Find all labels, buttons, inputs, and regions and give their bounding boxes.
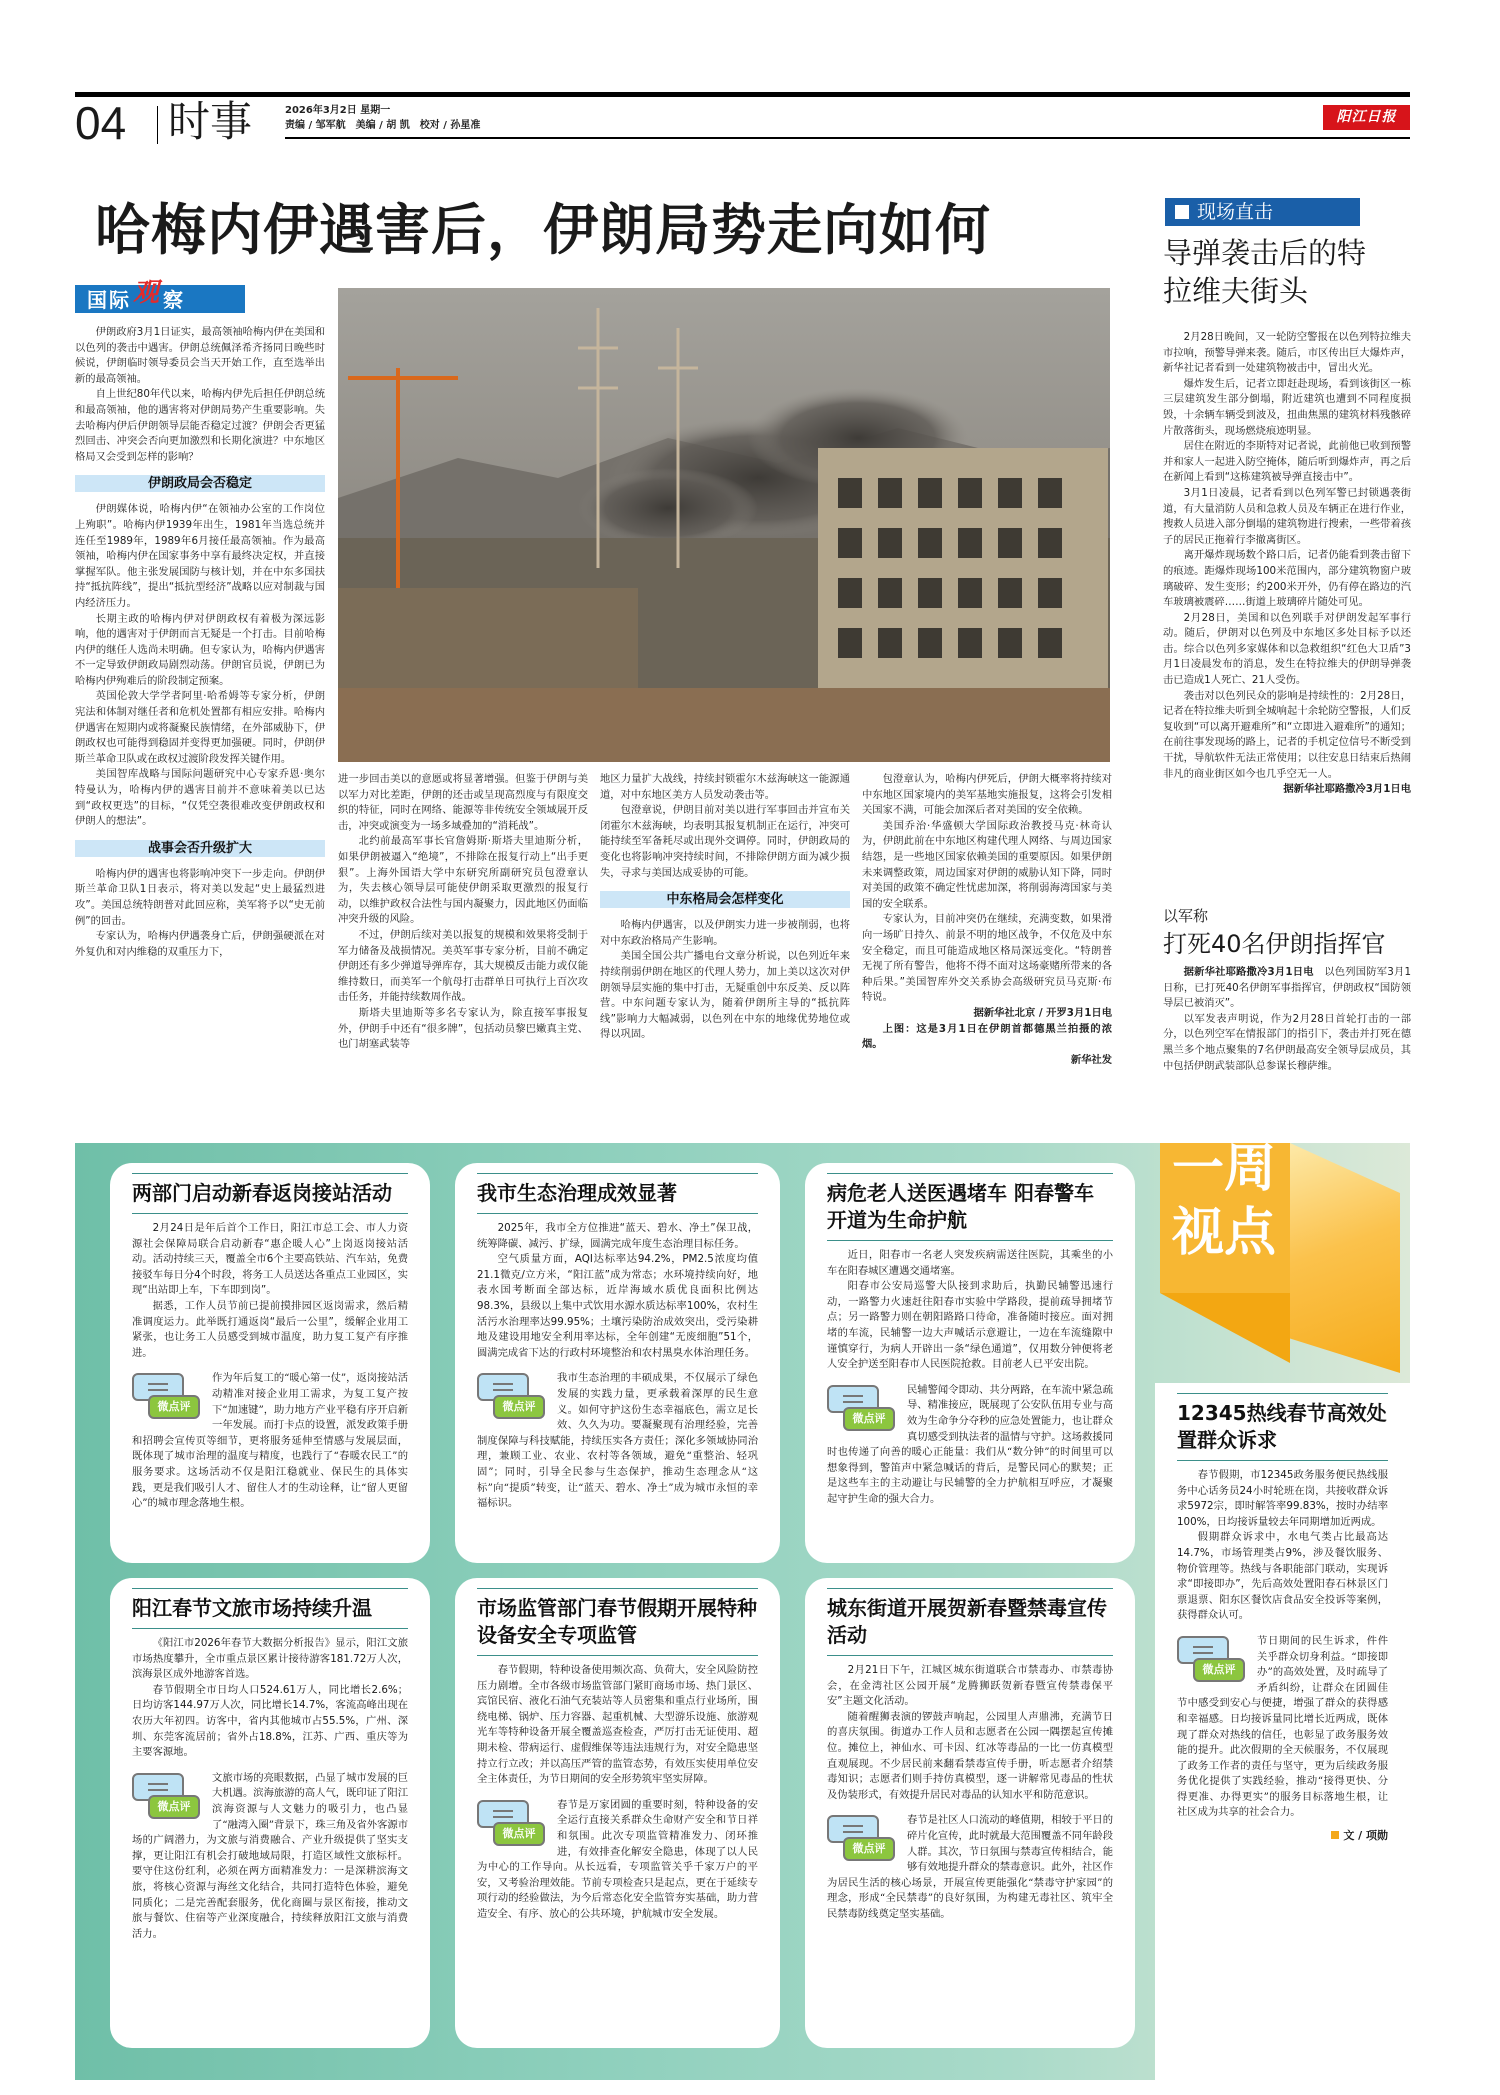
paragraph: 斯塔夫里迪斯等多名专家认为，除直接军事报复外，伊朗手中还有“很多牌”，包括动员黎巴嫩真主党、也门胡塞武装等 [338,1006,588,1051]
comment-text: 节日期间的民生诉求，件件关乎群众切身利益。“即接即办”的高效处置，及时疏导了矛盾纠纷，让群众在团圆佳节中感受到安心与便捷，增强了群众的获得感和幸福感。日均接诉量同比增长近两成，既体现了群众对热线的信任，也彰显了政务服务效能的提升。此次假期的全天候服务，不仅展现了政务工作者的责任与坚守，更为后续政务服务优化提供了实践经验，推动“接得更快、分得更准、办得更实”的服务目标落地生根，让社区成为共享的社会合力。 [1177,1634,1388,1819]
paragraph: 北约前最高军事长官詹姆斯·斯塔夫里迪斯分析，如果伊朗被逼入“绝境”，不排除在报复行动上“出手更狠”。上海外国语大学中东研究所副研究员包澄章认为，失去核心领导层可能使伊朗采取更激烈的报复行动，以维护政权合法性与国内凝聚力，因此地区仍面临冲突升级的风险。 [338,835,588,926]
paragraph: 近日，阳春市一名老人突发疾病需送往医院，其乘坐的小车在阳春城区遭遇交通堵塞。 [827,1249,1113,1277]
column-tag-international-observation [75,278,245,313]
paragraph: 2月28日晚间，又一轮防空警报在以色列特拉维夫市拉响，预警导弹来袭。随后，市区传出巨大爆炸声，新华社记者看到一处建筑物被击中，冒出火光。 [1163,331,1411,375]
card-title: 12345热线春节高效处置群众诉求 [1177,1393,1388,1461]
side-brief-header [1163,905,1386,961]
side-brief-dateline: 据新华社耶路撒冷3月1日电 [1183,966,1314,978]
comment-text: 春节是万家团圆的重要时刻，特种设备的安全运行直接关系群众生命财产安全和节日祥和氛围。此次专项监管精准发力、闭环推进，有效排查化解安全隐患，体现了以人民为中心的工作导向。从长远看，专项监管关乎千家万户的平安，又考验治理效能。节前专项检查只是起点，更在于延续专项行动的经验做法，为今后常态化安全监管夯实基础，助力营造安全、有序、放心的公共环境，护航城市安全发展。 [477,1798,758,1920]
comment-badge-icon: 微点评 [827,1813,897,1871]
page-number: 04 [75,97,127,149]
paragraph: 伊朗政府3月1日证实，最高领袖哈梅内伊在美国和以色列的袭击中遇害。伊朗总统佩泽希齐扬同日晚些时候说，伊朗临时领导委员会当天开始工作，直至选举出新的最高领袖。 [75,326,325,385]
subhead-middle-east: 中东格局会怎样变化 [600,891,850,908]
masthead-meta [285,103,480,133]
weekly-viewpoint-section [75,1139,1410,2080]
paragraph: 随着醒狮表演的锣鼓声响起，公园里人声鼎沸，充满节日的喜庆氛围。街道办工作人员和志愿者在公园一隅摆起宣传摊位。摊位上，神仙水、可卡因、红冰等毒品的一比一仿真模型直观展现。不少居民前来翻看禁毒宣传手册，听志愿者介绍禁毒知识；志愿者们则手持仿真模型，逐一讲解常见毒品的性状及伪装形式，有效提升居民对毒品的认知水平和防范意识。 [827,1710,1113,1801]
micro-comment [1177,1634,1388,1821]
news-card [455,1578,780,2048]
photo-caption: 上图：这是3月1日在伊朗首都德黑兰拍摄的浓烟。 [862,1022,1112,1051]
paragraph: 袭击对以色列民众的影响是持续性的：2月28日，记者在特拉维夫听到全城响起十余轮防空警报，人们反复收到“可以离开避难所”和“立即进入避难所”的通知；在前往事发现场的路上，记者的手机定位信号不断受到干扰，导航软件无法正常使用；以往安息日结束后热闹非凡的商业街区如今也几乎空无一人。 [1163,689,1411,780]
paragraph: 以军发表声明说，作为2月28日首轮打击的一部分，以色列空军在情报部门的指引下，袭击并打死在德黑兰多个地点聚集的7名伊朗最高安全领导层成员，其中包括伊朗武装部队总参谋长穆萨维。 [1163,1012,1411,1072]
paragraph: 哈梅内伊的遇害也将影响冲突下一步走向。伊朗伊斯兰革命卫队1日表示，将对美以发起“史上最猛烈进攻”。美国总统特朗普对此回应称，美军将予以“史无前例”的回击。 [75,867,325,927]
micro-comment [827,1383,1113,1508]
lead-photo-tehran-smoke [338,288,1110,762]
news-card [110,1578,430,2048]
issue-date: 2026年3月2日 星期一 [285,105,391,116]
paragraph: 2025年，我市全方位推进“蓝天、碧水、净土”保卫战，统筹降碳、减污、扩绿，圆满完成年度生态治理目标任务。 [477,1222,758,1250]
paragraph: 英国伦敦大学学者阿里·哈希姆等专家分析，伊朗宪法和体制对继任者和危机处置都有相应安排。哈梅内伊遇害在短期内或将凝聚民族情绪，在外部威胁下，伊朗政权也可能得到稳固并变得更加强硬。同时，伊朗伊斯兰革命卫队或在政权过渡阶段发挥关键作用。 [75,690,325,765]
paragraph: 自上世纪80年代以来，哈梅内伊先后担任伊朗总统和最高领袖，他的遇害将对伊朗局势产生重要影响。失去哈梅内伊后伊朗领导层能否稳定过渡？伊朗会否更猛烈回击、冲突会否向更加激烈和长期化演进？中东地区格局又会受到怎样的影响？ [75,388,325,463]
paragraph: 居住在附近的李斯特对记者说，此前他已收到预警并和家人一起进入防空掩体，随后听到爆炸声，再之后在新闻上看到“这栋建筑被导弹直接击中”。 [1163,440,1411,484]
lead-column-1 [75,325,325,960]
paragraph: 假期群众诉求中，水电气类占比最高达14.7%，市场管理类占9%，涉及餐饮服务、物价管理等。热线与各职能部门联动，实现诉求“即接即办”，先后高效处置阳春石林景区门票退票、阳东区餐饮店食品安全投诉等案例，获得群众认可。 [1177,1531,1388,1622]
side-brief-headline: 打死40名伊朗指挥官 [1163,930,1386,958]
tag-part-2: 观 [133,278,162,308]
paragraph: 春节假期，市12345政务服务便民热线服务中心话务员24小时轮班在岗，共接收群众诉求5972宗，即时解答率99.83%，按时办结率100%，日均接诉量较去年同期增加近两成。 [1177,1469,1388,1528]
comment-text: 我市生态治理的丰硕成果，不仅展示了绿色发展的实践力量，更承载着深厚的民生意义。如何守护这份生态幸福底色，需立足长效、久久为功。要凝聚现有治理经验，完善制度保障与科技赋能，持续压实各方责任；深化多领域协同治理，兼顾工业、农业、农村等各领域，避免“重整治、轻巩固”；同时，引导全民参与生态保护，推动生态理念从“这标”向“提质”转变，让“蓝天、碧水、净土”成为城市永恒的幸福标识。 [477,1372,758,1510]
masthead-rule [75,92,1410,97]
paragraph: 长期主政的哈梅内伊对伊朗政权有着极为深远影响，他的遇害对于伊朗而言无疑是一个打击。目前哈梅内伊的继任人选尚未明确。但专家认为，哈梅内伊遇害不一定导致伊朗政局剧烈动荡。伊朗官员说，伊朗已为哈梅内伊殉难后的阶段制定预案。 [75,612,325,687]
paragraph: 包澄章认为，哈梅内伊死后，伊朗大概率将持续对中东地区国家境内的美军基地实施报复，这将会引发相关国家不满，可能会加深后者对美国的安全依赖。 [862,773,1112,817]
subhead-iran-stability: 伊朗政局会否稳定 [75,475,325,492]
news-card [805,1578,1135,2048]
comment-badge-icon: 微点评 [827,1383,897,1441]
paragraph: 春节假期，特种设备使用频次高、负荷大，安全风险防控压力剧增。全市各级市场监管部门紧盯商场市场、热门景区、宾馆民宿、液化石油气充装站等人员密集和重点行业场所，围绕电梯、锅炉、压力容器、起重机械、大型游乐设施、旅游观光车等特种设备开展全覆盖巡查检查，严厉打击无证使用、超期未检、带病运行、虚假维保等违法违规行为，对安全隐患坚持立行立改；并以高压严管的监管态势，有效压实使用单位安全主体责任，为节日期间的安全形势筑牢坚实屏障。 [477,1664,758,1786]
weekly-banner [1160,1139,1405,1393]
paragraph: 爆炸发生后，记者立即赶赴现场，看到该街区一栋三层建筑发生部分倒塌，附近建筑也遭到不同程度损毁，十余辆车辆受到波及，扭曲焦黑的建筑材料残骸碎片散落街头，现场燃烧痕迹明显。 [1163,377,1411,437]
tag-part-1: 国际 [87,288,131,312]
paragraph: 专家认为，目前冲突仍在继续，充满变数，如果滑向一场旷日持久、前景不明的地区战争，不仅危及中东安全稳定，而且可能造成地区格局深远变化。“特朗普无视了所有警告，他将不得不面对这场豪赌所带来的各种后果。”美国智库外交关系协会高级研究员马克斯·布特说。 [862,913,1112,1004]
paragraph: 美国智库战略与国际问题研究中心专家乔恩·奥尔特曼认为，哈梅内伊的遇害目前并不意味着美以已达到“政权更迭”的目标，“仅凭空袭很难改变伊朗政权和伊朗人的想法”。 [75,768,325,828]
paragraph: 《阳江市2026年春节大数据分析报告》显示，阳江文旅市场热度攀升，全市重点景区累计接待游客181.72万人次，滨海景区成外地游客首选。 [132,1637,408,1681]
live-report-dateline: 据新华社耶路撒冷3月1日电 [1283,783,1411,796]
paragraph: 空气质量方面，AQI达标率达94.2%，PM2.5浓度均值21.1微克/立方米，“阳江蓝”成为常态；水环境持续向好，地表水国考断面全部达标，近岸海域水质优良面积比例达98.3%，县级以上集中式饮用水源水质达标率100%，农村生活污水治理率达99.95%；土壤污染防治成效突出，受污染耕地及建设用地安全利用率达标，全年创建“无废细胞”51个，圆满完成省下达的行政村环境整治和农村黑臭水体治理任务。 [477,1253,758,1359]
paragraph: 3月1日凌晨，记者看到以色列军警已封锁遇袭街道，有大量消防人员和急救人员及车辆正在进行作业，搜救人员进入部分倒塌的建筑物进行搜索，一些带着孩子的居民正拖着行李撤离街区。 [1163,486,1411,546]
photo-illustration [338,288,1110,762]
paragraph: 专家认为，哈梅内伊遇袭身亡后，伊朗强硬派在对外复仇和对内维稳的双重压力下， [75,930,325,958]
paragraph: 阳春市公安局巡警大队接到求助后，执勤民辅警迅速行动，一路警力火速赶往阳春市实验中学路段，提前疏导拥堵节点；另一路警力则在朝阳路路口待命，准备随时接应。面对拥堵的车流，民辅警一边大声喊话示意避让，一边在车流缝隙中谨慎穿行，为病人开辟出一条“绿色通道”，仅用数分钟便将老人安全护送至阳春市人民医院抢救。目前老人已平安出院。 [827,1280,1113,1371]
paragraph: 离开爆炸现场数个路口后，记者仍能看到袭击留下的痕迹。距爆炸现场100米范围内，部分建筑物窗户玻璃破碎、发生变形；约200米开外，仍有停在路边的汽车玻璃被震碎……街道上玻璃碎片随处可见。 [1163,549,1411,609]
banner-line-2: 视点 [1172,1203,1277,1263]
lead-column-4 [862,772,1112,1068]
micro-comment [477,1798,758,1923]
card-title: 阳江春节文旅市场持续升温 [132,1588,408,1629]
card-title: 病危老人送医遇堵车 阳春警车开道为生命护航 [827,1173,1113,1241]
news-card [455,1163,780,1563]
card-title: 城东街道开展贺新春暨禁毒宣传活动 [827,1588,1113,1656]
live-report-tag-label: 现场直击 [1197,201,1274,223]
comment-text: 民辅警闻令即动、共分两路，在车流中紧急疏导、精准接应，既展现了公安队伍用专业与高效为生命争分夺秒的应急处置能力，也让群众真切感受到执法者的温情与守护。这场救援同时也传递了向善的暖心正能量：我们从“数分钟”的时间里可以想象得到，警笛声中紧急喊话的背后，是警民同心的默契；正是这些车主的主动避让与民辅警的全力护航相互呼应，才凝聚起守护生命的强大合力。 [827,1383,1113,1505]
live-report-tag [1165,198,1360,226]
paragraph: 美国全国公共广播电台文章分析说，以色列近年来持续削弱伊朗在地区的代理人势力，加上美以这次对伊朗领导层实施的集中打击，无疑重创中东反美、反以阵营。中东问题专家认为，随着伊朗所主导的“抵抗阵线”影响力大幅减弱，以色列在中东的地缘优势地位或得以巩固。 [600,950,850,1041]
paragraph: 据悉，工作人员节前已提前摸排园区返岗需求，然后精准调度运力。此举既打通返岗“最后一公里”，缓解企业用工紧张，也让务工人员感受到城市温度，助力复工复产有序推进。 [132,1299,408,1359]
comment-badge-icon: 微点评 [132,1371,202,1429]
masthead-underline [285,137,1410,139]
paragraph: 2月24日是年后首个工作日，阳江市总工会、市人力资源社会保障局联合启动新春“惠企暖人心”上岗返岗接站活动。活动持续三天，覆盖全市6个主要高铁站、汽车站，免费接驳车每日分4个时段，将务工人员送达各重点工业园区，实现“出站即上车，下车即到岗”。 [132,1222,408,1297]
side-brief-kicker: 以军称 [1163,907,1209,925]
lead-column-3 [600,772,850,1043]
comment-text: 春节是社区人口流动的峰值期，相较于平日的碎片化宣传，此时就最大范围覆盖不同年龄段人群。其次，节日氛围与禁毒宣传相结合，能够有效地提升群众的禁毒意识。此外，社区作为居民生活的核心场景，开展宣传更能强化“禁毒守护家园”的理念，形成“全民禁毒”的良好氛围，为构建无毒社区、筑牢全民禁毒防线奠定坚实基础。 [827,1814,1113,1920]
square-icon [1331,1831,1339,1839]
comment-badge-icon: 微点评 [477,1371,547,1429]
news-card [110,1163,430,1563]
paper-logo: 阳江日报 [1323,105,1410,130]
news-card [1155,1383,1410,2080]
side-brief-lead: 以色列国防军3月1日称，已打死40名伊朗军事指挥官，伊朗政权“国防领导层已被消灭”。 [1163,966,1411,1010]
signature-text: 文 / 项勋 [1343,1829,1388,1843]
paragraph: 包澄章说，伊朗目前对美以进行军事回击并宣布关闭霍尔木兹海峡，均表明其报复机制正在运行，冲突可能持续至军备耗尽或出现外交调停。同时，伊朗政局的变化也将影响冲突持续时间，不排除伊朗方面为减少损失，寻求与美国达成妥协的可能。 [600,804,850,879]
card-title: 两部门启动新春返岗接站活动 [132,1173,408,1214]
lead-headline: 哈梅内伊遇害后，伊朗局势走向如何 [95,197,992,262]
paragraph: 地区力量扩大战线，持续封锁霍尔木兹海峡这一能源通道，对中东地区美方人员发动袭击等。 [600,773,850,801]
comment-text: 作为年后复工的“暖心第一仗”，返岗接站活动精准对接企业用工需求，为复工复产按下“加速键”，助力地方产业平稳有序开启新一年发展。而打卡点的设置，派发政策手册和招聘会宣传页等细节，更将服务延伸至情感与发展层面，既体现了城市治理的温度与精度，也践行了“春暖农民工”的服务要求。这场活动不仅是阳江稳就业、保民生的具体实践，更是我们吸引人才、留住人才的生动诠释，让“留人更留心”的城市理念落地生根。 [132,1372,408,1510]
micro-comment [132,1771,408,1943]
paragraph: 2月28日，美国和以色列联手对伊朗发起军事行动。随后，伊朗对以色列及中东地区多处目标予以还击。综合以色列多家媒体和以急救组织“红色大卫盾”3月1日凌晨发布的消息，发生在特拉维夫的伊朗导弹袭击已造成1人死亡、21人受伤。 [1163,611,1411,687]
comment-text: 文旅市场的亮眼数据，凸显了城市发展的巨大机遇。滨海旅游的高人气，既印证了阳江滨海资源与人文魅力的吸引力，也凸显了“融湾入圈”背景下，珠三角及省外客源市场的广阔潜力，为文旅与消费融合、产业升级提供了坚实支撑，更让阳江有机会打破地域局限，打造区域性文旅标杆。要守住这份红利，必须在两方面精准发力：一是深耕滨海文旅，将核心资源与海丝文化结合，共同打造特色体验，避免同质化；二是完善配套服务，优化商圈与景区衔接，推动文旅与餐饮、住宿等产业深度融合，持续释放阳江文旅与消费活力。 [132,1771,408,1940]
paragraph: 不过，伊朗后续对美以报复的规模和效果将受制于军力储备及战损情况。美英军事专家分析，目前不确定伊朗还有多少弹道导弹库存，其大规模反击能力或仅能维持数日，而美军一个航母打击群单日可执行上百次攻击任务，并能持续数周作战。 [338,928,588,1004]
banner-line-1: 一周 [1172,1139,1277,1199]
lead-dateline: 据新华社北京 / 开罗3月1日电 [973,1006,1112,1019]
photo-credit: 新华社发 [1070,1053,1112,1066]
paragraph: 美国乔治·华盛顿大学国际政治教授马克·林奇认为，伊朗此前在中东地区构建代理人网络、与周边国家结怨，是一些地区国家依赖美国的重要原因。如果伊朗未来调整政策，周边国家对伊朗的威胁认知下降，同时对美国的政策不确定性忧虑加深，将削弱海湾国家与美国的安全联系。 [862,819,1112,910]
square-icon [1175,205,1189,219]
section-name: 时事 [168,97,253,146]
comment-badge-icon: 微点评 [132,1771,202,1829]
paragraph: 进一步回击美以的意愿或将显著增强。但鉴于伊朗与美以军力对比差距，伊朗的还击或呈现高烈度与有限度交织的特征，同时在网络、能源等非传统安全领域展开反击，冲突或演变为一场多域叠加的“消耗战”。 [338,773,588,832]
news-card [805,1163,1135,1563]
paragraph: 伊朗媒体说，哈梅内伊“在领袖办公室的工作岗位上殉职”。哈梅内伊1939年出生，1981年当选总统并连任至1989年，1989年6月接任最高领袖。作为最高领袖，哈梅内伊在国家事务中享有最终决定权，并直接掌握军队。他主张发展国防与核计划，并在中东多国扶持“抵抗阵线”，提出“抵抗型经济”战略以应对制裁与国内经济压力。 [75,503,325,609]
micro-comment [827,1813,1113,1922]
paragraph: 2月21日下午，江城区城东街道联合市禁毒办、市禁毒协会，在金湾社区公园开展“龙腾狮跃贺新春暨宣传禁毒保平安”主题文化活动。 [827,1664,1113,1708]
card-title: 我市生态治理成效显著 [477,1173,758,1214]
tag-part-3: 察 [163,288,186,312]
section-signature [1177,1827,1388,1843]
live-report-headline: 导弹袭击后的特拉维夫街头 [1163,236,1367,308]
subhead-war-escalation: 战事会否升级扩大 [75,840,325,857]
micro-comment [132,1371,408,1511]
live-report-body [1163,330,1411,798]
side-brief-body [1163,965,1411,1074]
micro-comment [477,1371,758,1511]
comment-badge-icon: 微点评 [1177,1634,1247,1692]
comment-badge-icon: 微点评 [477,1798,547,1856]
paragraph: 春节假期全市日均人口524.61万人，同比增长2.6%；日均访客144.97万人次，同比增长14.7%，客流高峰出现在农历大年初四。访客中，省内其他城市占55.5%，广州、深圳、东莞客流居前；省外占18.8%，江苏、广西、重庆等为主要客源地。 [132,1683,408,1759]
paragraph: 哈梅内伊遇害，以及伊朗实力进一步被削弱，也将对中东政治格局产生影响。 [600,919,850,947]
lead-column-2 [338,772,588,1053]
card-title: 市场监管部门春节假期开展特种设备安全专项监管 [477,1588,758,1656]
editor-credits: 责编 / 邹军航 美编 / 胡 凯 校对 / 孙星准 [285,120,481,131]
masthead-divider [157,106,158,144]
